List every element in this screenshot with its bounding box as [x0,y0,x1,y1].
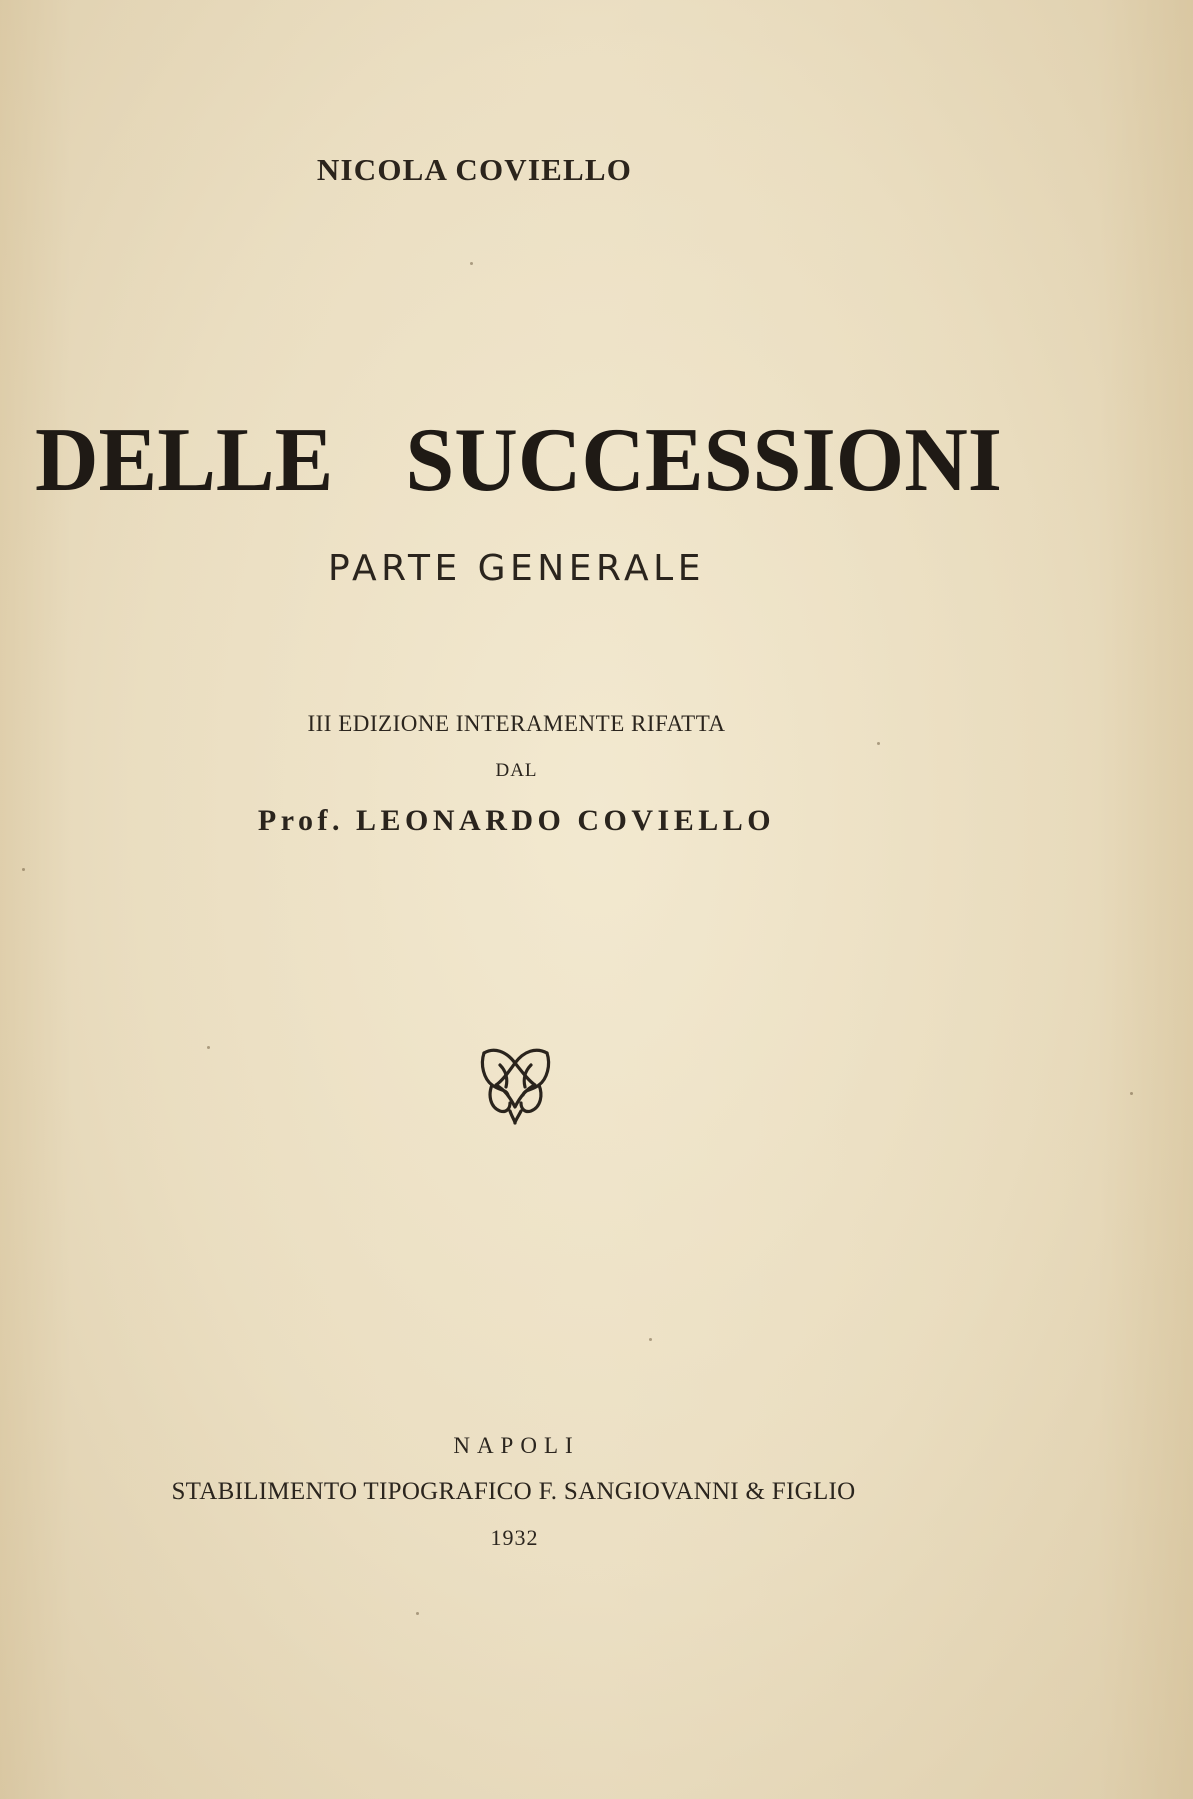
publication-city: NAPOLI [453,1433,580,1458]
edition-by-label: DAL [495,760,538,781]
paper-speck [207,1046,210,1049]
book-title-word-1: DELLE [34,410,334,511]
edition-statement: III EDIZIONE INTERAMENTE RIFATTA [307,711,726,736]
paper-speck [877,742,880,745]
editor-name: Prof. LEONARDO COVIELLO [257,804,776,837]
publication-year: 1932 [490,1525,539,1550]
book-title [0,408,1115,513]
printer-mark-ornament-icon [478,1045,553,1125]
author-name: NICOLA COVIELLO [316,152,633,187]
book-title-word-2: SUCCESSIONI [405,410,1002,511]
paper-speck [22,868,25,871]
printer-name: STABILIMENTO TIPOGRAFICO F. SANGIOVANNI & FIGLIO [171,1478,856,1505]
paper-speck [470,262,473,265]
paper-speck [649,1338,652,1341]
paper-speck [1130,1092,1133,1095]
paper-speck [416,1612,419,1615]
book-subtitle: PARTE GENERALE [328,548,705,589]
